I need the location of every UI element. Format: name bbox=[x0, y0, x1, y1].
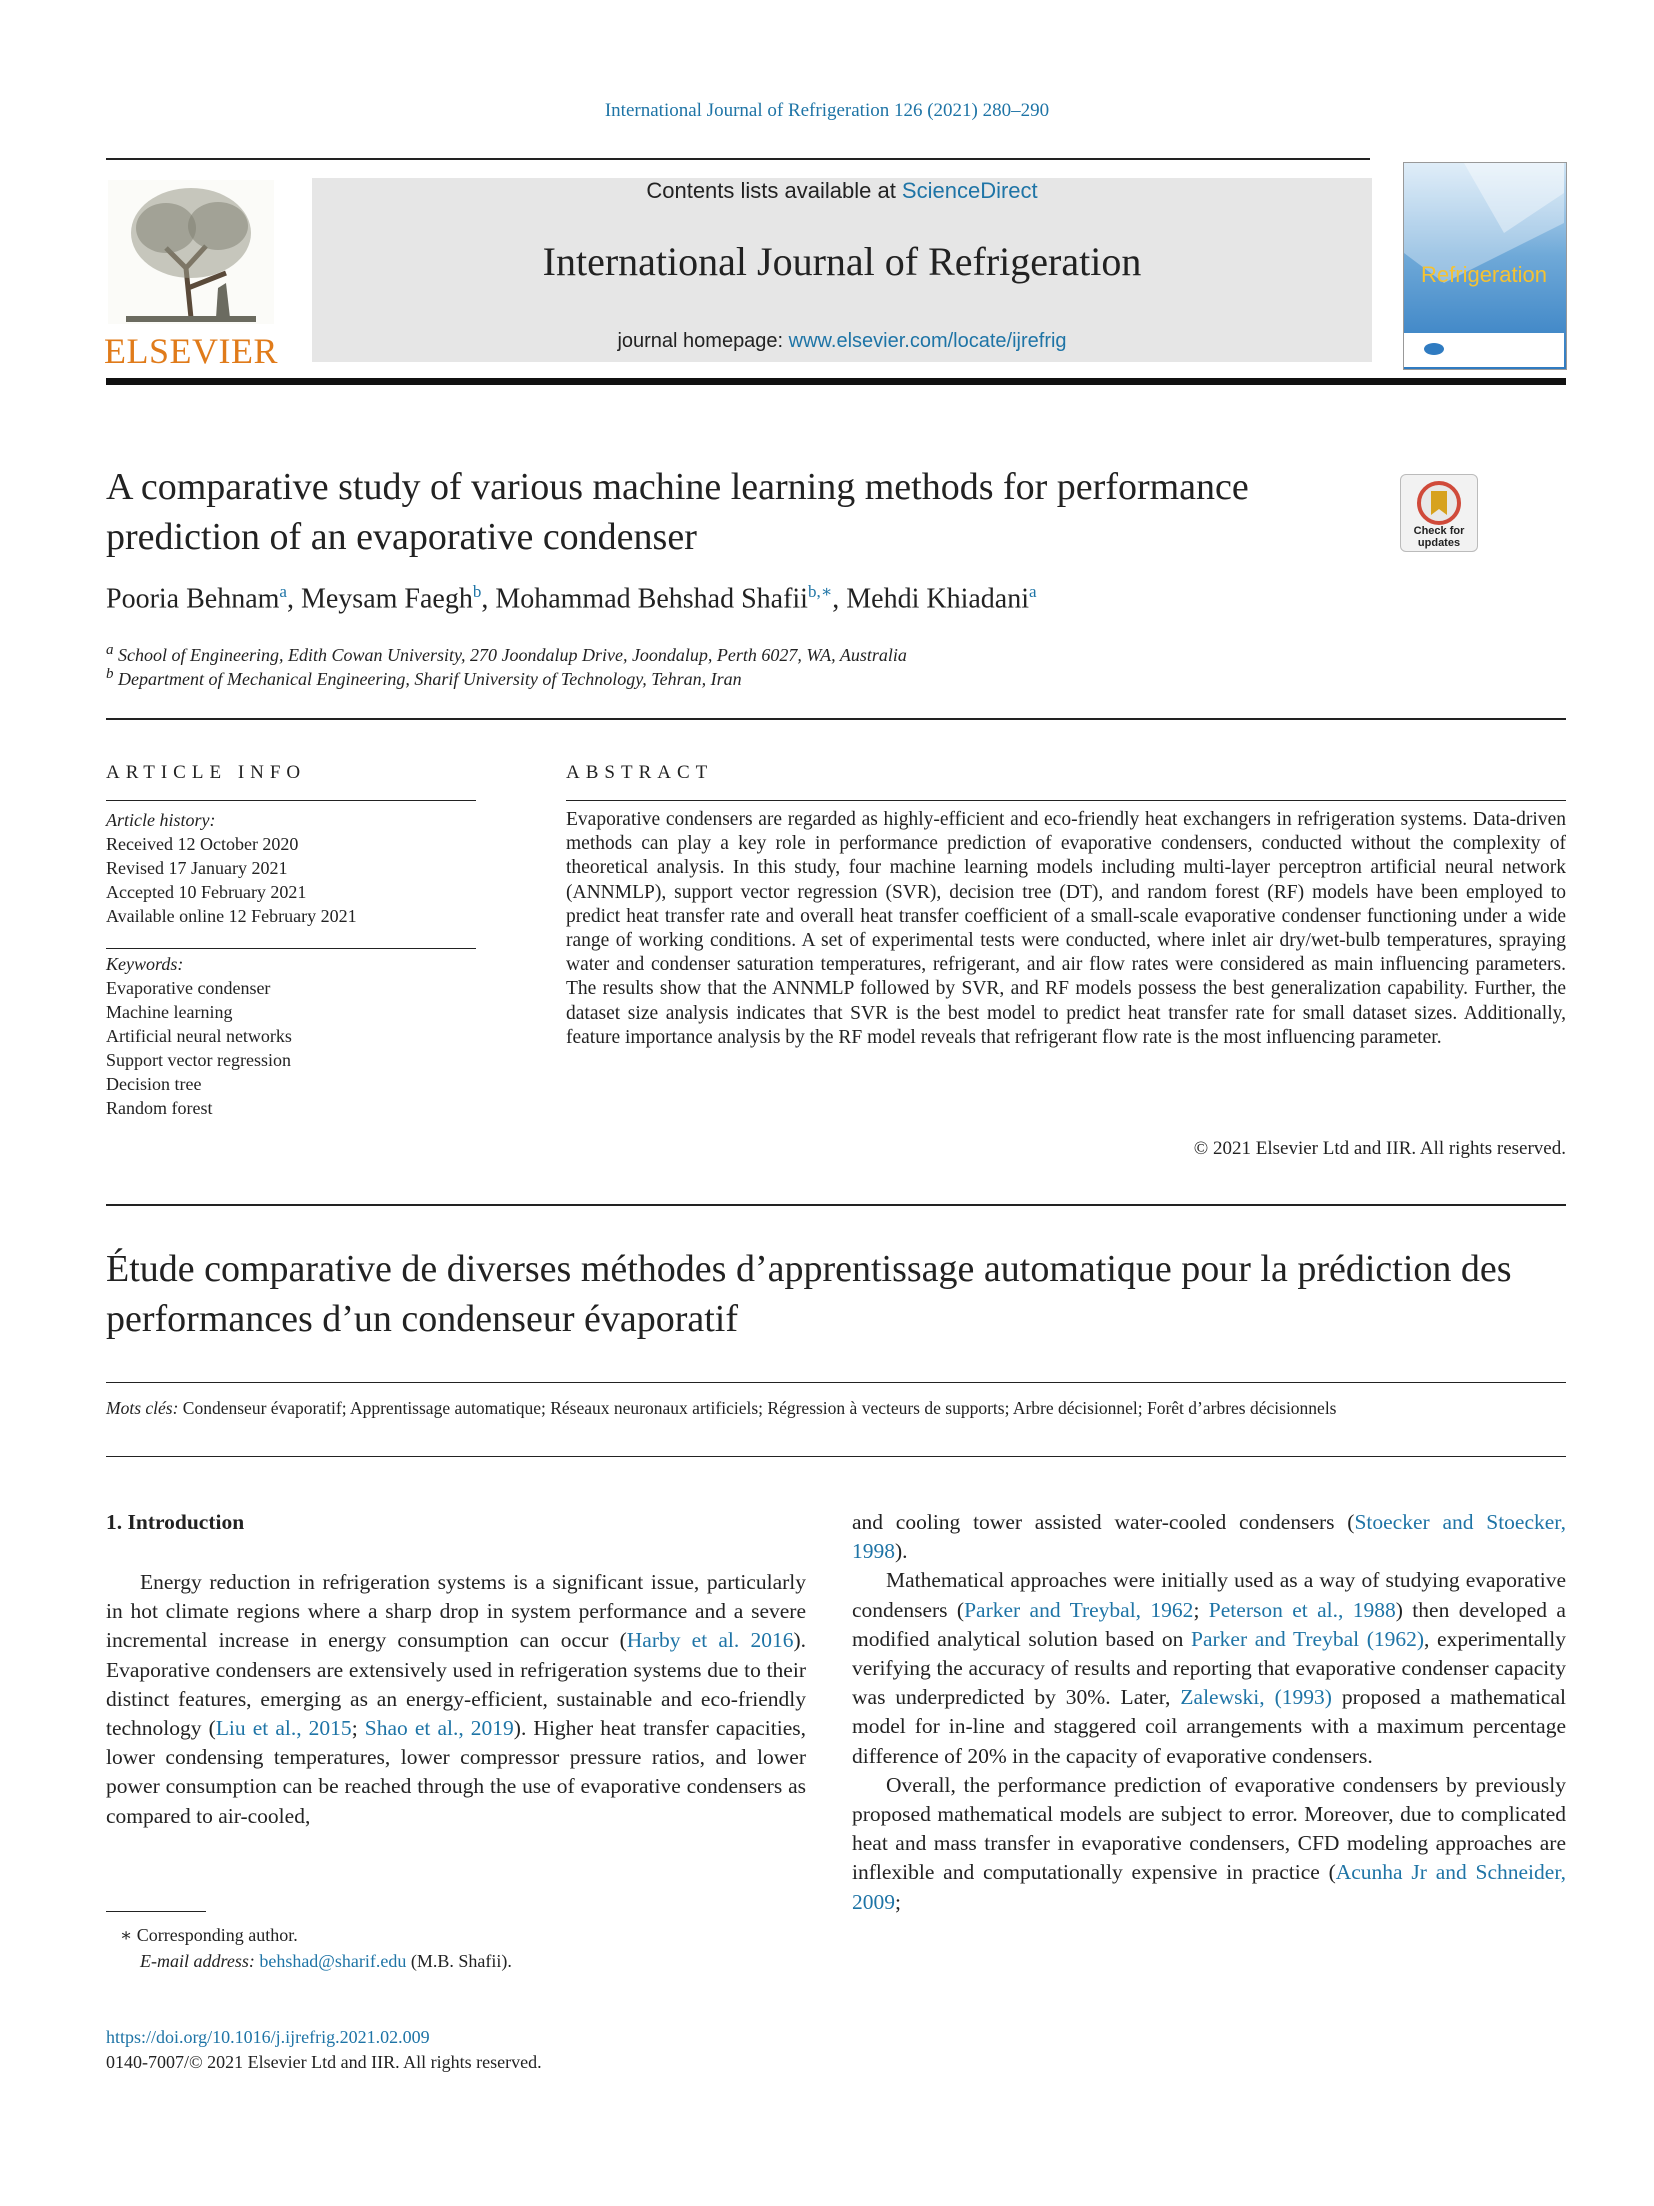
keywords bbox=[106, 952, 292, 1120]
keyword: Decision tree bbox=[106, 1074, 202, 1094]
body-text: and cooling tower assisted water-cooled condensers ( bbox=[852, 1510, 1355, 1534]
keywords-rule bbox=[106, 948, 476, 949]
author-name: Mehdi Khiadani bbox=[846, 583, 1030, 615]
history-revised: Revised 17 January 2021 bbox=[106, 858, 288, 878]
intro-paragraph bbox=[852, 1566, 1566, 1770]
footnote-email-suffix: (M.B. Shafii). bbox=[406, 1951, 512, 1971]
keyword: Random forest bbox=[106, 1098, 213, 1118]
author-name: Meysam Faegh bbox=[300, 583, 473, 615]
article-info-rule bbox=[106, 800, 476, 801]
sciencedirect-link[interactable]: ScienceDirect bbox=[901, 178, 1038, 203]
section-rule bbox=[106, 1204, 1566, 1206]
author-list: Pooria Behnam$^a$, Meysam Faegh$^b$, Mohammad Behshad Shafii$^{b,∗}$, Mehdi Khiadani$^a$ bbox=[106, 582, 1037, 615]
mots-cles-label: Mots clés: bbox=[106, 1398, 179, 1418]
article-history bbox=[106, 808, 357, 928]
footnote-email-label: E-mail address: bbox=[140, 1951, 260, 1971]
elsevier-wordmark: ELSEVIER bbox=[104, 331, 278, 371]
contents-available-line: Contents lists available at ScienceDirect bbox=[646, 178, 1038, 203]
affiliation-mark: a bbox=[106, 642, 114, 658]
check-for-updates-label: Check for updates bbox=[1413, 525, 1465, 549]
author-affiliation-mark[interactable]: a bbox=[1029, 582, 1037, 601]
author-name: Pooria Behnam bbox=[106, 583, 280, 615]
journal-homepage-link[interactable]: www.elsevier.com/locate/ijrefrig bbox=[788, 330, 1067, 352]
intro-left-column bbox=[106, 1568, 806, 1831]
mots-cles-text: Condenseur évaporatif; Apprentissage automatique; Réseaux neuronaux artificiels; Régression à vecteurs de supports; Arbre décisionnel; Forêt d’arbres décisionnels bbox=[178, 1398, 1337, 1418]
body-text: Mathematical approaches were initially used as a way of studying evaporative condensers ( bbox=[852, 1568, 1566, 1622]
history-received: Received 12 October 2020 bbox=[106, 834, 299, 854]
intro-right-column bbox=[852, 1508, 1566, 1917]
abstract-copyright: © 2021 Elsevier Ltd and IIR. All rights reserved. bbox=[1193, 1138, 1566, 1159]
footnote-email-link[interactable]: behshad@sharif.edu bbox=[259, 1951, 407, 1971]
header-thick-rule bbox=[106, 378, 1566, 385]
article-title: A comparative study of various machine learning methods for performance prediction of an evaporative condenser bbox=[106, 466, 1249, 558]
article-info-heading: ARTICLE INFO bbox=[106, 762, 307, 783]
citation-link[interactable]: Shao et al., 2019 bbox=[364, 1716, 514, 1741]
mots-cles-rule bbox=[106, 1382, 1566, 1383]
keyword: Evaporative condenser bbox=[106, 978, 271, 998]
body-text: ). Evaporative condensers are extensively used in refrigeration systems due to their distinct features, emerging as an energy-efficient, sustainable and eco-friendly technology ( bbox=[106, 1628, 806, 1741]
intro-paragraph bbox=[852, 1508, 1566, 1566]
author-affiliation-mark[interactable]: a bbox=[279, 582, 287, 601]
header-rule bbox=[106, 158, 1370, 160]
author-affiliation-mark[interactable]: b,∗ bbox=[807, 582, 833, 601]
body-text: proposed a mathematical model for in-line and staggered coil arrangements with a maximum percentage difference of 20% in the capacity of evaporative condensers. bbox=[852, 1685, 1566, 1768]
body-text: Overall, the performance prediction of evaporative condensers by previously proposed mathematical models are subject to error. Moreover, due to complicated heat and mass transfer in evaporative condensers, CFD modeling approaches are inflexible and computationally expensive in practice ( bbox=[852, 1772, 1566, 1885]
affiliation-b bbox=[106, 666, 742, 690]
keyword: Support vector regression bbox=[106, 1050, 291, 1070]
french-title: Étude comparative de diverses méthodes d’apprentissage automatique pour la prédiction des performances d’un condenseur évaporatif bbox=[106, 1248, 1512, 1340]
citation-link[interactable]: Parker and Treybal, 1962 bbox=[964, 1597, 1194, 1622]
article-history-label: Article history: bbox=[106, 810, 216, 830]
mots-cles-bottom-rule bbox=[106, 1456, 1566, 1457]
body-text: ; bbox=[895, 1889, 901, 1914]
body-text: Energy reduction in refrigeration systems is a significant issue, particularly in hot climate regions where a sharp drop in system performance and a severe incremental increase in energy consumption can occur ( bbox=[106, 1570, 806, 1653]
body-text: ) then developed a modified analytical solution based on bbox=[852, 1597, 1566, 1651]
footnote-star: ∗ bbox=[120, 1925, 133, 1945]
affiliation-text: Department of Mechanical Engineering, Sharif University of Technology, Tehran, Iran bbox=[118, 669, 742, 689]
history-online: Available online 12 February 2021 bbox=[106, 906, 357, 926]
body-text: ). bbox=[895, 1539, 908, 1564]
doi-footer bbox=[106, 2025, 542, 2075]
issn-copyright: 0140-7007/© 2021 Elsevier Ltd and IIR. All rights reserved. bbox=[106, 2052, 542, 2072]
corresponding-author-footnote bbox=[106, 1922, 512, 1974]
footnote-corresponding: Corresponding author. bbox=[136, 1925, 298, 1945]
keyword: Artificial neural networks bbox=[106, 1026, 292, 1046]
keyword: Machine learning bbox=[106, 1002, 233, 1022]
citation-link[interactable]: Stoecker and Stoecker, 1998 bbox=[852, 1510, 1566, 1564]
affiliation-a bbox=[106, 642, 907, 666]
citation-link[interactable]: Parker and Treybal (1962) bbox=[1191, 1626, 1425, 1651]
affiliation-mark: b bbox=[106, 666, 114, 682]
introduction-heading: 1. Introduction bbox=[106, 1510, 245, 1534]
citation-link[interactable]: Acunha Jr and Schneider, 2009 bbox=[852, 1860, 1566, 1914]
author-name: Mohammad Behshad Shafii bbox=[495, 583, 808, 615]
journal-title: International Journal of Refrigeration bbox=[542, 239, 1142, 284]
body-text: ). Higher heat transfer capacities, lower condensing temperatures, lower compressor pressure ratios, and lower power consumption can be reached through the use of evaporative condensers as compared to air-cooled, bbox=[106, 1716, 806, 1828]
abstract-text: Evaporative condensers are regarded as highly-efficient and eco-friendly heat exchangers in refrigeration systems. Data-driven methods can play a key role in performance prediction of evaporative condensers, conducted without the complexity of theoretical analysis. In this study, four machine learning models including multi-layer perceptron artificial neural network (ANNMLP), support vector regression (SVR), decision tree (DT), and random forest (RF) models have been employed to predict heat transfer rate and overall heat transfer coefficient of a small-scale evaporative condenser functioning under a wide range of working conditions. A set of experimental tests were conducted, where inlet air dry/wet-bulb temperatures, spraying water and condenser saturation temperatures, refrigerant, and air flow rates were considered as main influencing parameters. The results show that the ANNMLP followed by SVR, and RF models possess the best generalization capability. Further, the dataset size analysis indicates that SVR is the best model to predict heat transfer rate for small dataset sizes. Additionally, feature importance analysis by the RF model reveals that refrigerant flow rate is the most influencing parameter. bbox=[566, 809, 1566, 1048]
abstract-rule bbox=[566, 800, 1566, 801]
history-accepted: Accepted 10 February 2021 bbox=[106, 882, 307, 902]
body-text: ; bbox=[1193, 1597, 1209, 1622]
keywords-label: Keywords: bbox=[106, 954, 184, 974]
journal-reference[interactable]: International Journal of Refrigeration 126 (2021) 280–290 bbox=[604, 100, 1050, 121]
abstract-heading: ABSTRACT bbox=[566, 762, 714, 783]
journal-homepage-line: journal homepage: www.elsevier.com/locate/ijrefrig bbox=[617, 330, 1067, 352]
body-text: , experimentally verifying the accuracy of results and reporting that evaporative condenser capacity was underpredicted by 30%. Later, bbox=[852, 1626, 1566, 1710]
body-text: ; bbox=[351, 1716, 365, 1741]
citation-link[interactable]: Harby et al. 2016 bbox=[626, 1628, 794, 1653]
section-rule bbox=[106, 718, 1566, 720]
citation-link[interactable]: Liu et al., 2015 bbox=[215, 1716, 352, 1741]
intro-paragraph bbox=[852, 1771, 1566, 1917]
citation-link[interactable]: Peterson et al., 1988 bbox=[1208, 1597, 1396, 1622]
cover-title-word: Refrigeration bbox=[1421, 262, 1547, 287]
doi-link[interactable]: https://doi.org/10.1016/j.ijrefrig.2021.02.009 bbox=[106, 2027, 430, 2047]
mots-cles bbox=[106, 1396, 1566, 1420]
footnote-rule bbox=[106, 1911, 206, 1912]
affiliation-text: School of Engineering, Edith Cowan University, 270 Joondalup Drive, Joondalup, Perth 6027, WA, Australia bbox=[118, 645, 907, 665]
citation-link[interactable]: Zalewski, (1993) bbox=[1180, 1685, 1332, 1710]
check-for-updates-badge[interactable] bbox=[1400, 474, 1478, 552]
author-affiliation-mark[interactable]: b bbox=[472, 582, 482, 601]
intro-paragraph bbox=[106, 1568, 806, 1831]
